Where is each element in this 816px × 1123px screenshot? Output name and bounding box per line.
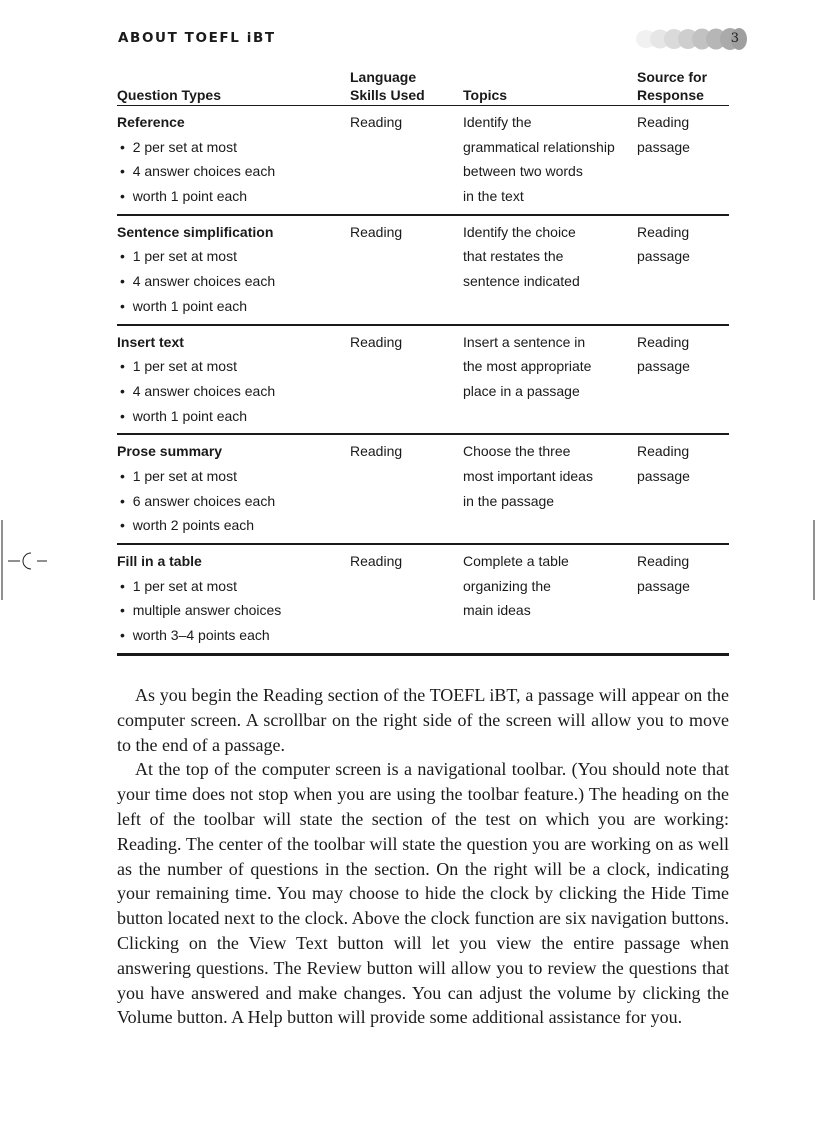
table-header-row [117, 68, 729, 106]
body-text [117, 683, 729, 1030]
paragraph: As you begin the Reading section of the TOEFL iBT, a passage will appear on the computer screen. A scrollbar on the right side of the screen will allow you to move to the end of a passage. [117, 685, 729, 755]
skills-cell: Reading [350, 106, 463, 215]
topics-cell: Insert a sentence in the most appropriate place in a passage [463, 325, 637, 435]
source-cell: Reading passage [637, 434, 729, 544]
col-header-question-types: Question Types [117, 68, 350, 106]
bullet-item: • 4 answer choices each [120, 273, 276, 290]
bullet-item: • multiple answer choices [120, 602, 282, 619]
skills-cell: Reading [350, 544, 463, 654]
table-row [117, 325, 729, 435]
source-cell: Reading passage [637, 215, 729, 325]
bullet-item: • 4 answer choices each [120, 163, 276, 180]
col-header-topics: Topics [463, 68, 637, 106]
table-row [117, 544, 729, 654]
crop-mark-right [812, 520, 816, 600]
bullet-item: • worth 1 point each [120, 297, 248, 314]
question-type-cell [117, 544, 350, 654]
topics-cell: Choose the three most important ideas in the passage [463, 434, 637, 544]
question-type-title: Fill in a table [117, 553, 202, 569]
bullet-item: • 1 per set at most [120, 248, 237, 265]
topics-cell: Identify the choice that restates the sentence indicated [463, 215, 637, 325]
bullet-item: • 1 per set at most [120, 577, 237, 594]
crop-mark-left [0, 520, 60, 600]
table-row [117, 434, 729, 544]
topics-cell: Identify the grammatical relationship between two words in the text [463, 106, 637, 215]
bullet-item: • worth 2 points each [120, 517, 255, 534]
page-number-badge [632, 28, 748, 50]
question-type-cell [117, 106, 350, 215]
question-type-cell [117, 325, 350, 435]
question-type-cell [117, 434, 350, 544]
bullet-item: • 1 per set at most [120, 358, 237, 375]
question-type-title: Reference [117, 114, 185, 130]
col-header-source: Source for Response [637, 68, 729, 106]
bullet-item: • worth 3–4 points each [120, 627, 270, 644]
bullet-item: • 1 per set at most [120, 467, 237, 484]
bullet-item: • 2 per set at most [120, 138, 237, 155]
paragraph: At the top of the computer screen is a navigational toolbar. (You should note that your time does not stop when you are using the toolbar feature.) The heading on the left of the toolbar will state the section of the test on which you are working: Reading. The center of the toolbar will state the question you are working on as well as the number of questions in the section. On the right will be a clock, indicating your remaining time. You may choose to hide the clock by clicking the Hide Time button located next to the clock. Above the clock function are six navigation buttons. Clicking on the View Text button will let you view the entire passage when answering questions. The Review button will allow you to review the questions that you have answered and make changes. You can adjust the volume by clicking the Volume button. A Help button will provide some additional assistance for you. [117, 759, 729, 1028]
skills-cell: Reading [350, 434, 463, 544]
bullet-item: • 4 answer choices each [120, 382, 276, 399]
col-header-language-skills: Language Skills Used [350, 68, 463, 106]
question-type-title: Sentence simplification [117, 223, 274, 240]
question-types-table [117, 68, 729, 656]
bullet-item: • 6 answer choices each [120, 492, 276, 509]
running-head: ABOUT TOEFL iBT [118, 30, 276, 46]
question-type-title: Insert text [117, 333, 184, 350]
table-row [117, 215, 729, 325]
source-cell: Reading passage [637, 544, 729, 654]
source-cell: Reading passage [637, 325, 729, 435]
topics-cell: Complete a table organizing the main ideas [463, 544, 637, 654]
question-type-title: Prose summary [117, 443, 223, 460]
bullet-item: • worth 1 point each [120, 407, 248, 424]
source-cell: Reading passage [637, 106, 729, 215]
table-row [117, 106, 729, 215]
bullet-item: • worth 1 point each [120, 188, 248, 205]
page-number: 3 [730, 31, 739, 46]
skills-cell: Reading [350, 215, 463, 325]
skills-cell: Reading [350, 325, 463, 435]
question-type-cell [117, 215, 350, 325]
